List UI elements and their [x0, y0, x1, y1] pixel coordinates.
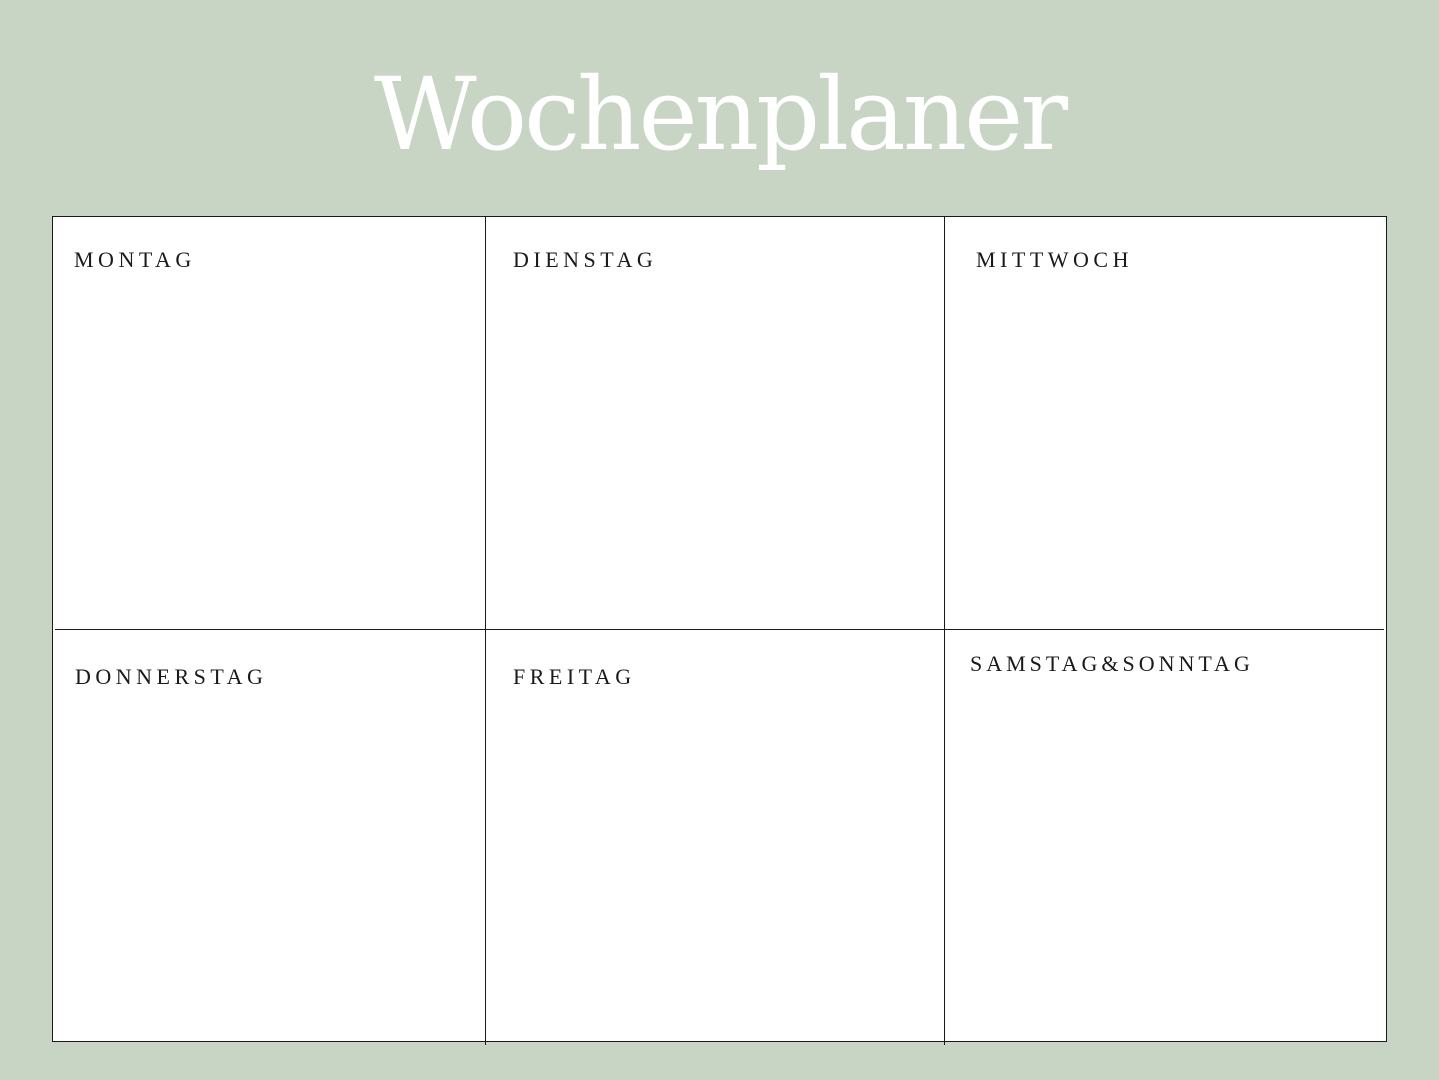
day-label-monday: MONTAG [74, 247, 196, 272]
day-cell-monday[interactable] [53, 217, 485, 629]
day-cell-tuesday[interactable] [487, 217, 944, 629]
day-label-wednesday: MITTWOCH [976, 247, 1133, 272]
page-title: Wochenplaner [373, 56, 1066, 173]
grid-divider-horizontal [55, 629, 1384, 630]
weekly-grid [52, 216, 1387, 1042]
day-label-friday: FREITAG [513, 664, 636, 689]
grid-divider-vertical-1 [485, 217, 486, 1045]
day-cell-wednesday[interactable] [946, 217, 1386, 629]
day-label-tuesday: DIENSTAG [513, 247, 658, 272]
day-cell-thursday[interactable] [53, 631, 485, 1041]
day-cell-friday[interactable] [487, 631, 944, 1041]
day-label-thursday: DONNERSTAG [75, 664, 268, 689]
grid-divider-vertical-2 [944, 217, 945, 1045]
day-label-weekend: SAMSTAG&SONNTAG [970, 651, 1254, 676]
day-cell-weekend[interactable] [946, 631, 1386, 1041]
